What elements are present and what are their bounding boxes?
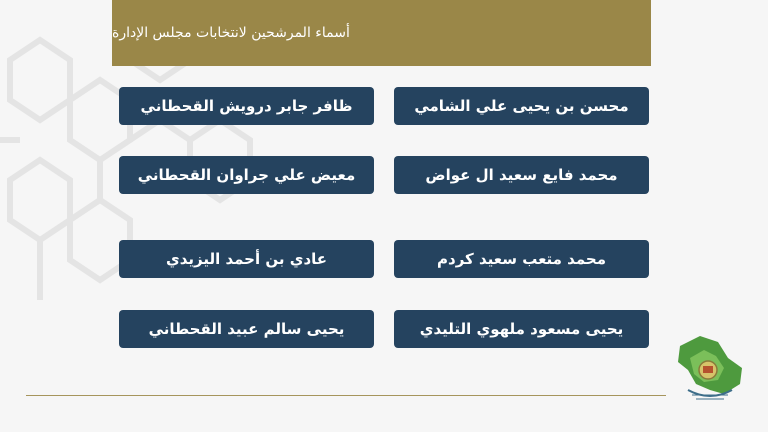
candidate-button-2[interactable]: ظافر جابر درويش القحطاني xyxy=(119,87,374,125)
saudi-map-emblem-icon xyxy=(670,328,750,408)
page-title: أسماء المرشحين لانتخابات مجلس الإدارة xyxy=(112,25,350,41)
candidate-button-8[interactable]: يحيى سالم عبيد القحطاني xyxy=(119,310,374,348)
candidate-button-1[interactable]: محسن بن يحيى علي الشامي xyxy=(394,87,649,125)
candidate-button-6[interactable]: عادي بن أحمد اليزيدي xyxy=(119,240,374,278)
page-title-banner xyxy=(112,0,651,66)
candidate-button-4[interactable]: معيض علي جراوان القحطاني xyxy=(119,156,374,194)
footer-divider xyxy=(26,395,666,396)
candidate-button-3[interactable]: محمد فايع سعيد ال عواض xyxy=(394,156,649,194)
candidate-button-5[interactable]: محمد متعب سعيد كردم xyxy=(394,240,649,278)
candidate-button-7[interactable]: يحيى مسعود ملهوي التليدي xyxy=(394,310,649,348)
